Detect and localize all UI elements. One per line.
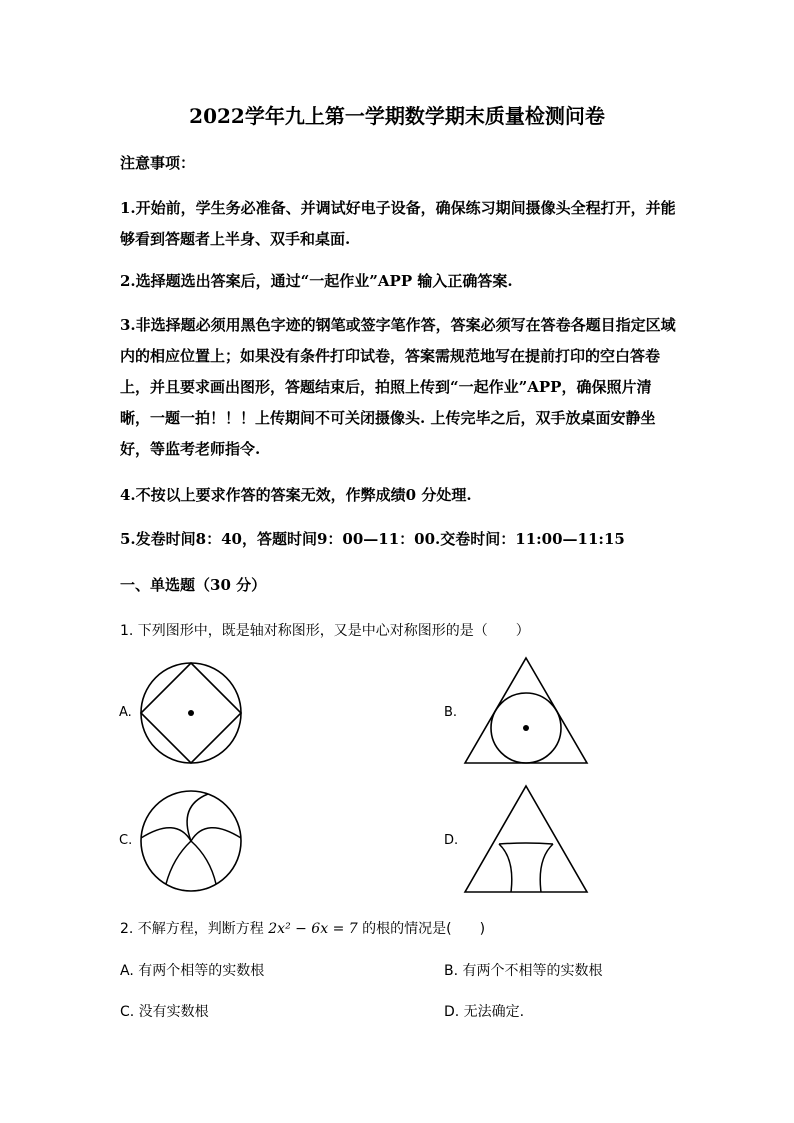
page-title: 2022学年九上第一学期数学期末质量检测问卷 — [189, 104, 605, 128]
option-d-label: D. — [444, 833, 459, 848]
option-a-figure — [138, 660, 244, 766]
notice-3: 3.非选择题必须用黑色字迹的钢笔或签字笔作答，答案必须写在答卷各题目指定区域内的相应位置上；如果没有条件打印试卷，答案需规范地写在提前打印的空白答卷上，并且要求画出图形，答题结束后，拍照上传到“一起作业”APP，确保照片清晰，一题一拍！！！上传期间不可关闭摄像头. 上传完毕之后，双手放桌面安静坐好，等监考老师指令. — [120, 316, 676, 458]
section-heading: 一、单选题（30 分） — [120, 576, 267, 594]
question-2-option-c: C. 没有实数根 — [120, 1004, 209, 1020]
question-2-stem — [120, 918, 485, 938]
question-1-stem: 1. 下列图形中，既是轴对称图形，又是中心对称图形的是（ ） — [120, 623, 530, 639]
notice-4: 4.不按以上要求作答的答案无效，作弊成绩0 分处理. — [120, 486, 472, 504]
option-d-figure — [462, 784, 590, 896]
question-2-option-d: D. 无法确定. — [444, 1004, 525, 1020]
option-b-figure — [462, 656, 590, 766]
notice-1: 1.开始前，学生务必准备、并调试好电子设备，确保练习期间摄像头全程打开，并能够看到答题者上半身、双手和桌面. — [120, 199, 676, 248]
question-2-option-a: A. 有两个相等的实数根 — [120, 963, 265, 979]
option-a-label: A. — [119, 705, 132, 720]
question-2-equation: 2x² − 6x = 7 — [268, 921, 358, 937]
question-2-stem-pre: 2. 不解方程，判断方程 — [120, 921, 264, 937]
notice-5: 5.发卷时间8：40，答题时间9：00—11：00.交卷时间：11:00—11:15 — [120, 530, 625, 548]
notice-2: 2.选择题选出答案后，通过“一起作业”APP 输入正确答案. — [120, 272, 513, 290]
question-2-option-b: B. 有两个不相等的实数根 — [444, 963, 603, 979]
option-c-label: C. — [119, 833, 133, 848]
notice-heading: 注意事项： — [120, 154, 196, 172]
option-b-label: B. — [444, 705, 458, 720]
question-2-stem-post: 的根的情况是( ) — [362, 921, 486, 937]
option-c-figure — [138, 788, 244, 894]
